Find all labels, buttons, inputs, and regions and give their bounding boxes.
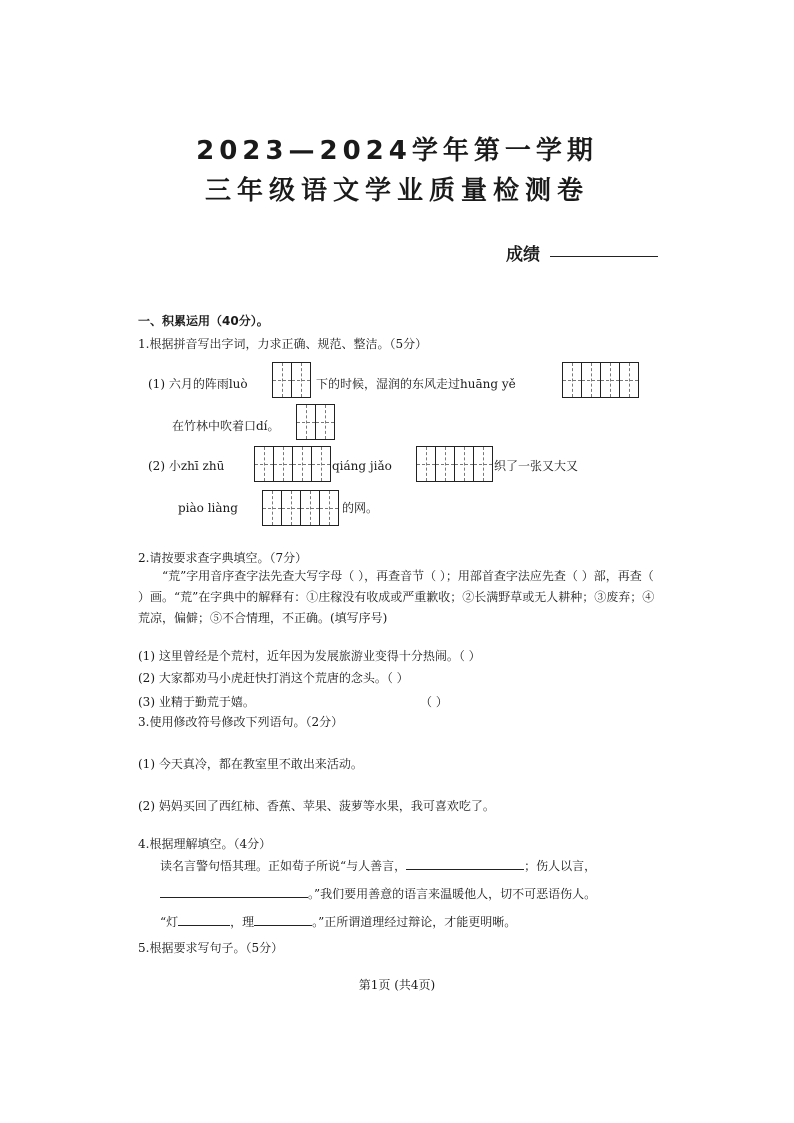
q4-blank-4[interactable] — [254, 915, 312, 926]
page-number: 第1页 (共4页) — [358, 978, 436, 992]
pinyin-grid-luo[interactable] — [272, 362, 311, 398]
q4-blank-2[interactable] — [160, 887, 308, 898]
q4-stem: 4.根据理解填空。（4分） — [138, 837, 272, 851]
pinyin-grid-huangye[interactable] — [562, 362, 639, 398]
q2-paragraph: “荒”字用音序查字法先查大写字母（ ），再查音节（ ）；用部首查字法应先查（ ）部，再查（ ）画。“荒”在字典中的解释有：①庄稼没有收成或严重歉收；②长满野草或无人耕种；③废弃；④荒凉，偏僻；⑤不合情理，不正确。(填写序号) — [138, 569, 655, 625]
pinyin-grid-piaoliang[interactable] — [262, 490, 339, 526]
q3-stem: 3.使用修改符号修改下列语句。（2分） — [138, 715, 344, 729]
q1-line2-text: 在竹林中吹着口dí。 — [172, 419, 280, 433]
title-year: 2023—2024学年第一学期 — [196, 136, 598, 166]
title-exam: 三年级语文学业质量检测卷 — [204, 176, 589, 206]
q1-line3-text-c: 织了一张又大又 — [494, 459, 579, 473]
q1-line3-text-b: qiáng jiǎo — [332, 459, 392, 473]
q1-line1-text-b: 下的时候，湿润的东风走过huāng yě — [316, 377, 516, 391]
q4-line1-text-b: ；伤人以言， — [524, 859, 597, 873]
q2-item3: (3) 业精于勤荒于嬉。 — [138, 695, 255, 709]
q2-item2: (2) 大家都劝马小虎赶快打消这个荒唐的念头。（ ） — [138, 671, 409, 685]
q4-line2 — [160, 886, 596, 902]
section-heading: 一、积累运用（40分）。 — [138, 314, 269, 328]
q2-item3-answer[interactable]: （ ） — [420, 695, 448, 709]
q4-line1 — [160, 858, 596, 874]
q4-blank-3[interactable] — [178, 915, 230, 926]
q1-stem: 1.根据拼音写出字词，力求正确、规范、整洁。（5分） — [138, 337, 428, 351]
q2-stem: 2.请按要求查字典填空。（7分） — [138, 551, 308, 565]
q4-line2-text-b: 。”我们要用善意的语言来温暖他人，切不可恶语伤人。 — [308, 887, 597, 901]
q4-line3 — [160, 914, 516, 930]
pinyin-grid-qiangjiao[interactable] — [416, 446, 493, 482]
q1-line4-text-a: piào liàng — [178, 501, 238, 515]
q4-blank-1[interactable] — [406, 859, 524, 870]
q2-item1: (1) 这里曾经是个荒村，近年因为发展旅游业变得十分热闹。（ ） — [138, 649, 481, 663]
score-label: 成绩 — [506, 245, 540, 265]
pinyin-grid-di[interactable] — [296, 404, 335, 440]
q5-stem: 5.根据要求写句子。（5分） — [138, 941, 284, 955]
q1-line1-text-a: (1) 六月的阵雨luò — [148, 377, 248, 391]
q4-line1-text-a: 读名言警句悟其理。正如荀子所说“与人善言， — [160, 859, 407, 873]
q1-line4-text-b: 的网。 — [342, 501, 379, 515]
q4-line3-text-c: 。”正所谓道理经过辩论，才能更明晰。 — [312, 915, 517, 929]
q3-item1: (1) 今天真冷，都在教室里不敢出来活动。 — [138, 757, 363, 771]
q4-line3-text-b: ，理 — [230, 915, 255, 929]
pinyin-grid-zhizhu[interactable] — [254, 446, 331, 482]
q4-line3-text-a: “灯 — [160, 915, 179, 929]
score-blank[interactable] — [550, 256, 658, 257]
q3-item2: (2) 妈妈买回了西红柿、香蕉、苹果、菠萝等水果，我可喜欢吃了。 — [138, 799, 495, 813]
q1-line3-text-a: (2) 小zhī zhū — [148, 459, 225, 473]
